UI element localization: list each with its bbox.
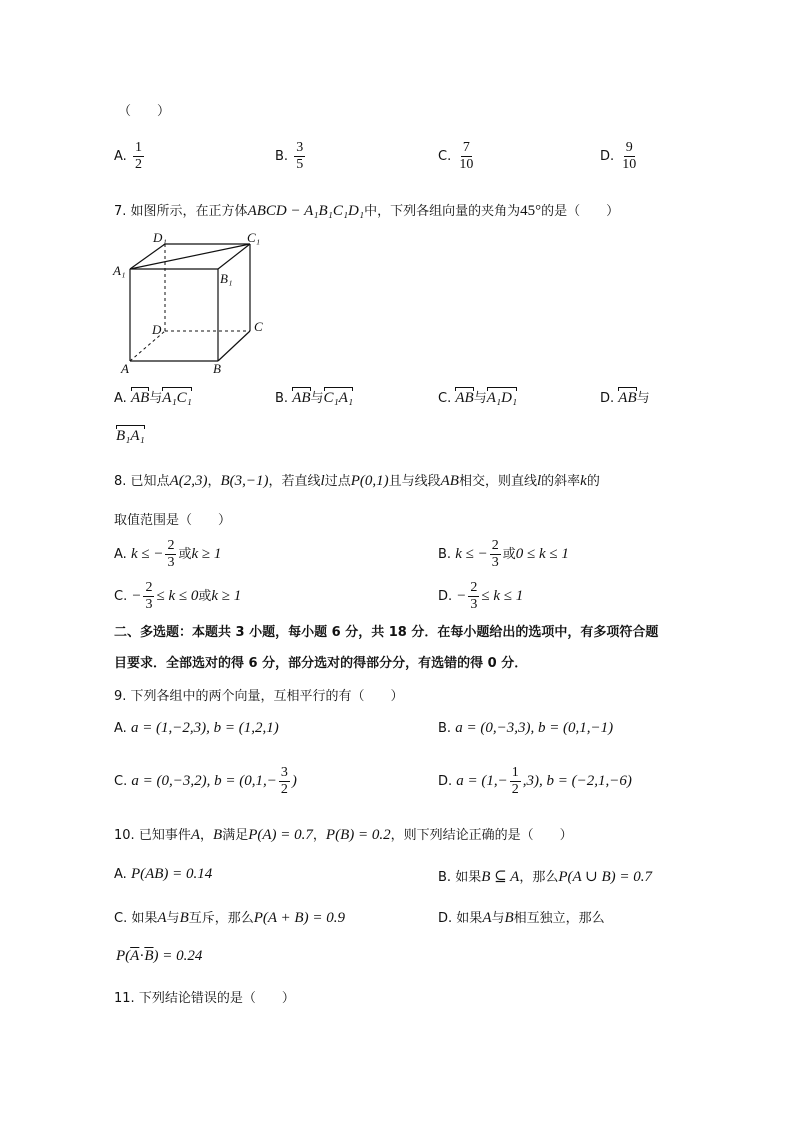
q6-paren: （ ） [118, 104, 171, 119]
label-c1: C₁ [247, 230, 261, 245]
q7-option-d[interactable]: D. AB与 [600, 390, 650, 406]
q9-option-b[interactable]: B. a = (0,−3,3), b = (0,1,−1) [438, 720, 614, 736]
option-letter: C. [438, 149, 452, 164]
q8-option-d[interactable]: D. − $\frac{2}{3}$ ≤ k ≤ 1 [438, 580, 524, 612]
q6-option-c[interactable] [438, 140, 477, 173]
q10-stem: 10. 已知事件A，B满足P(A) = 0.7，P(B) = 0.2，则下列结论正确的是（ ） [114, 827, 573, 843]
option-letter: A. [114, 149, 127, 164]
q9-option-a[interactable]: A. a = (1,−2,3), b = (1,2,1) [114, 720, 279, 736]
vector: AB [292, 390, 311, 406]
vector: AB [618, 390, 637, 406]
q9-option-c[interactable]: C. a = (0,−3,2), b = (0,1,− $\frac{3}{2}$ ) [114, 765, 297, 797]
label-a: A [121, 361, 129, 375]
fraction: $\frac{9}{10}$ [622, 140, 637, 172]
fraction: $\frac{7}{10}$ [459, 140, 474, 172]
q6-option-b[interactable] [275, 140, 307, 173]
label-c: C [254, 319, 263, 334]
option-letter: B. [275, 149, 289, 164]
fraction: $\frac{3}{5}$ [296, 140, 304, 172]
label-d: D [152, 322, 162, 337]
q10-option-d[interactable]: D. 如果A与B相互独立，那么 [438, 910, 605, 926]
vector: B₁A₁ [116, 428, 145, 444]
q10-option-d-continued: $P(\overline{A}\cdot\overline{B}) = 0.24$ [116, 948, 203, 964]
q7-option-d-continued [116, 428, 145, 445]
q10-option-b[interactable]: B. 如果B ⊆ A，那么P(A ∪ B) = 0.7 [438, 869, 653, 885]
complement-a: $\overline{A}$ [130, 948, 140, 964]
q7-option-c[interactable]: C. AB与A₁D₁ [438, 390, 518, 406]
cube-name: ABCD − A₁B₁C₁D₁ [247, 203, 365, 219]
label-d1: D₁ [153, 230, 167, 245]
vector: AB [455, 390, 474, 406]
section2-heading-line1: 二、多选题：本题共 3 小题，每小题 6 分，共 18 分．在每小题给出的选项中，有多项符合题 [114, 625, 659, 640]
edge-bc [218, 331, 250, 361]
q9-stem: 9. 下列各组中的两个向量，互相平行的有（ ） [114, 689, 404, 704]
vector: AB [130, 390, 150, 406]
q8-option-c[interactable]: C. − $\frac{2}{3}$ ≤ k ≤ 0或k ≥ 1 [114, 580, 242, 612]
q7-option-b[interactable]: B. AB与C₁A₁ [275, 390, 354, 406]
vector: C₁A₁ [323, 390, 354, 406]
vector: A₁C₁ [162, 390, 192, 406]
q8-option-b[interactable]: B. k ≤ − $\frac{2}{3}$ 或0 ≤ k ≤ 1 [438, 538, 569, 570]
q11-stem: 11. 下列结论错误的是（ ） [114, 991, 295, 1006]
cube-figure [110, 225, 280, 375]
q6-option-d[interactable] [600, 140, 640, 173]
option-letter: D. [600, 149, 615, 164]
q8-stem-line2: 取值范围是（ ） [114, 513, 232, 528]
section2-heading-line2: 目要求．全部选对的得 6 分，部分选对的得部分分，有选错的得 0 分． [114, 656, 528, 671]
q7-stem: 7. 如图所示，在正方体ABCD − A₁B₁C₁D₁中，下列各组向量的夹角为45°的是（ ） [114, 203, 620, 219]
complement-b: $\overline{B}$ [144, 948, 154, 964]
label-a1: A₁ [113, 263, 126, 278]
q7-option-a[interactable]: A. AB与A₁C₁ [114, 390, 192, 406]
fraction: $\frac{1}{2}$ [134, 140, 142, 172]
q10-option-a[interactable]: A. P(AB) = 0.14 [114, 866, 213, 882]
label-b: B [213, 361, 221, 375]
q8-option-a[interactable]: A. k ≤ − $\frac{2}{3}$ 或k ≥ 1 [114, 538, 222, 570]
label-b1: B₁ [220, 271, 233, 286]
vector: A₁D₁ [486, 390, 518, 406]
q9-option-d[interactable]: D. a = (1,− $\frac{1}{2}$ ,3), b = (−2,1,−6) [438, 765, 632, 797]
q8-stem: 8. 已知点A(2,3)，B(3,−1)，若直线l过点P(0,1)且与线段AB相交，则直线l的斜率k的 [114, 473, 600, 489]
q10-option-c[interactable]: C. 如果A与B互斥，那么P(A + B) = 0.9 [114, 910, 345, 926]
q6-option-a[interactable] [114, 140, 146, 173]
